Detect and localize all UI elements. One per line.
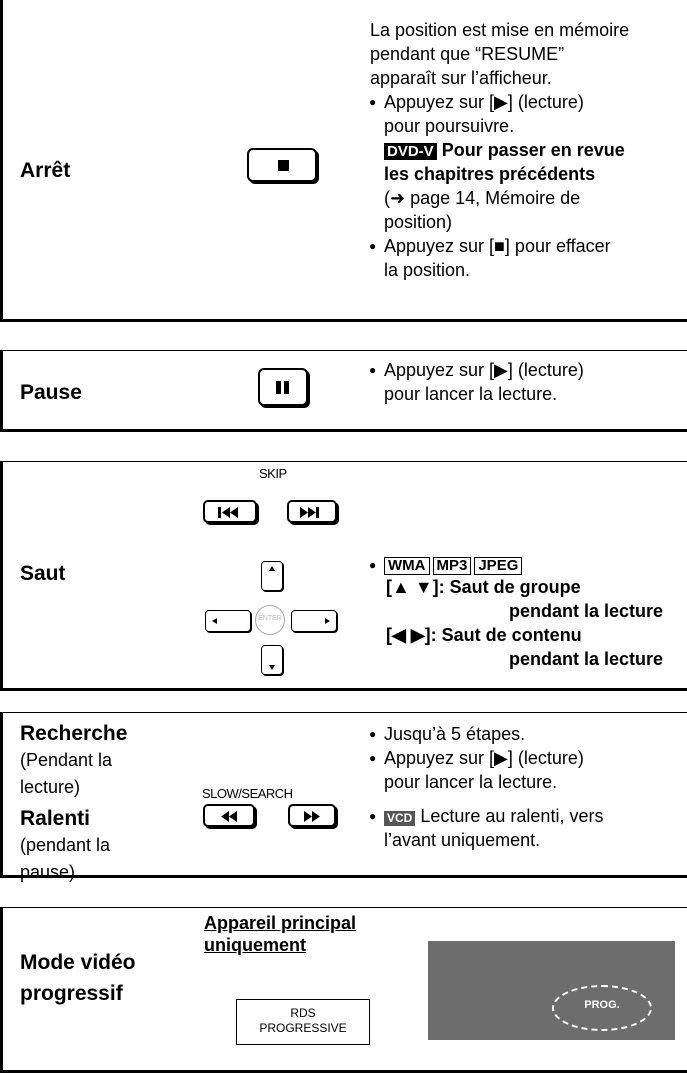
skip-next-button[interactable]: [287, 500, 337, 523]
pause-bullet-line: ● Appuyez sur [▶] (lecture): [384, 360, 584, 380]
pause-bullet: [370, 358, 685, 406]
stop-bullet-line: la position.: [384, 260, 471, 280]
stop-bullet-line: ● Appuyez sur [■] pour effacer: [384, 236, 611, 256]
down-arrow-icon: [269, 665, 275, 670]
left-arrow-button[interactable]: [205, 610, 251, 632]
section-progressive: [0, 907, 687, 1073]
right-arrow-icon: [325, 618, 330, 624]
skip-bullet: [370, 553, 685, 671]
skip-content-line: [◀ ▶]: Saut de contenu: [386, 625, 582, 645]
slow-search-caption: SLOW/SEARCH: [202, 786, 293, 801]
stop-dvd-ref: position): [384, 212, 453, 232]
rds-progressive-button[interactable]: [236, 999, 370, 1045]
search-bullet-steps: ● Jusqu’à 5 étapes.: [370, 722, 685, 746]
wma-badge: WMA: [384, 557, 430, 575]
stop-dvd-title: les chapitres précédents: [384, 164, 596, 184]
skip-description: [370, 553, 685, 671]
slow-sub: (pendant la: [20, 835, 111, 855]
stop-bullet-resume: [370, 90, 685, 234]
enter-button[interactable]: [255, 605, 285, 635]
progressive-label: [20, 947, 136, 1009]
pause-description: [370, 358, 685, 406]
right-arrow-button[interactable]: [291, 610, 337, 632]
prog-indicator-text: PROG.: [584, 999, 620, 1011]
slow-sub: pause): [20, 862, 76, 882]
stop-bullet-clear: [370, 234, 685, 282]
progressive-label-line: progressif: [20, 982, 123, 1005]
dvd-v-badge: DVD-V: [384, 143, 437, 160]
stop-bullet-line: ● Appuyez sur [▶] (lecture): [384, 92, 584, 112]
skip-next-icon: [287, 500, 337, 523]
search-bullet-line: l’avant uniquement.: [384, 830, 541, 850]
main-unit-heading-line: Appareil principal: [204, 913, 357, 933]
up-arrow-button[interactable]: [261, 561, 283, 591]
search-bullet-line: pour lancer la lecture.: [384, 772, 558, 792]
main-unit-heading: [204, 912, 356, 956]
stop-label: Arrêt: [20, 159, 71, 182]
search-sub: lecture): [20, 777, 81, 797]
skip-group-line: [▲ ▼]: Saut de groupe: [386, 577, 581, 597]
section-pause: [0, 350, 687, 432]
search-bullet-vcd: [370, 804, 685, 852]
stop-desc-line: pendant que “RESUME”: [370, 44, 565, 64]
stop-desc-line: La position est mise en mémoire: [370, 20, 630, 40]
up-arrow-icon: [269, 566, 275, 571]
skip-label: Saut: [20, 562, 66, 585]
rewind-icon: [203, 804, 255, 827]
down-arrow-button[interactable]: [261, 645, 283, 675]
skip-caption: SKIP: [259, 466, 287, 481]
skip-group-line: pendant la lecture: [508, 601, 663, 621]
skip-previous-icon: [203, 500, 257, 523]
search-forward-button[interactable]: [288, 804, 336, 827]
search-description: [370, 722, 685, 852]
progressive-label-line: Mode vidéo: [20, 951, 136, 974]
main-unit-heading-line: uniquement: [204, 935, 306, 955]
enter-label: ENTER: [258, 615, 282, 622]
stop-bullet-line: pour poursuivre.: [384, 116, 515, 136]
rds-button-line: PROGRESSIVE: [259, 1021, 347, 1035]
search-sub: (Pendant la: [20, 750, 113, 770]
stop-description: [370, 18, 685, 282]
stop-dvd-title: Pour passer en revue: [441, 140, 625, 160]
pause-icon: [276, 381, 290, 394]
pause-bullet-line: pour lancer la lecture.: [384, 384, 558, 404]
pause-button[interactable]: [258, 368, 308, 406]
stop-dvd-ref: (➜ page 14, Mémoire de: [384, 188, 581, 208]
section-skip: [0, 461, 687, 691]
section-stop: [0, 0, 687, 322]
pause-label: Pause: [20, 381, 82, 404]
search-label: Recherche: [20, 722, 128, 745]
skip-content-line: pendant la lecture: [508, 649, 663, 669]
search-bullet-line: Lecture au ralenti, vers: [420, 806, 604, 826]
slow-label: Ralenti: [20, 807, 91, 830]
skip-previous-button[interactable]: [203, 500, 257, 523]
stop-button[interactable]: [247, 148, 317, 182]
section-search: [0, 712, 687, 882]
mp3-badge: MP3: [433, 557, 472, 575]
stop-dvd-line: [384, 138, 685, 162]
jpeg-badge: JPEG: [474, 557, 522, 575]
front-display: [428, 941, 675, 1040]
stop-icon: [278, 160, 289, 171]
left-arrow-icon: [212, 618, 217, 624]
search-bullet-line: ● Appuyez sur [▶] (lecture): [384, 748, 584, 768]
search-bullet-play: [370, 746, 685, 794]
search-backward-button[interactable]: [203, 804, 255, 827]
stop-desc-line: apparaît sur l’afficheur.: [370, 68, 552, 88]
search-labels: [20, 720, 127, 886]
rds-button-line: RDS: [290, 1006, 316, 1020]
vcd-badge: VCD: [384, 811, 415, 826]
fast-forward-icon: [288, 804, 336, 827]
